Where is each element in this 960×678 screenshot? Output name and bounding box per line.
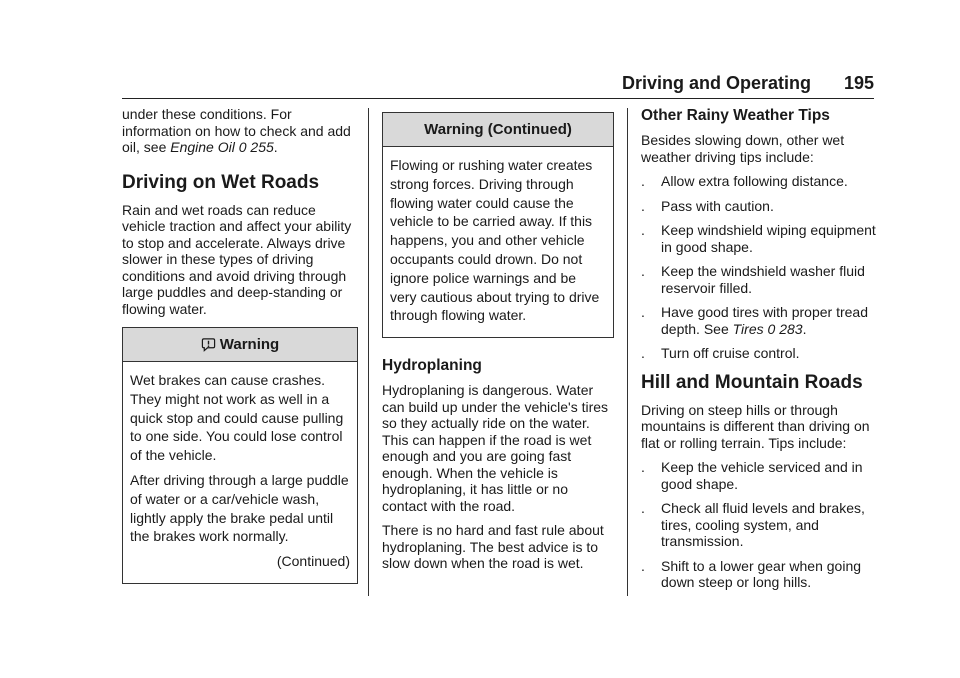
list-item <box>641 459 879 492</box>
list-item <box>641 500 879 550</box>
bullet-marker: . <box>641 263 645 279</box>
page-number: 195 <box>843 73 874 93</box>
list-item <box>641 222 879 255</box>
page-header <box>122 70 874 99</box>
column-divider <box>627 108 628 596</box>
heading-wet-roads: Driving on Wet Roads <box>122 171 320 193</box>
continued-label: (Continued) <box>276 553 350 570</box>
hill-tips-list <box>641 459 879 591</box>
heading-rainy-tips: Other Rainy Weather Tips <box>641 107 830 124</box>
column-middle <box>382 112 614 580</box>
bullet-marker: . <box>641 557 645 574</box>
list-item <box>641 558 879 591</box>
warning-text-1: Wet brakes can cause crashes. They might not work as well in a quick stop and could cause pulling to one side. You could lose control of the vehicle. <box>130 372 344 464</box>
list-item-text: Check all fluid levels and brakes, tires, cooling system, and transmission. <box>661 500 865 549</box>
list-item-text: Allow extra following distance. <box>661 173 848 189</box>
list-item: . Have good tires with proper tread depth. See Tires 0 283. <box>641 304 868 337</box>
column-right <box>641 106 879 599</box>
warning-text-2: After driving through a large puddle of water or a car/vehicle wash, lightly apply the brake pedal until the brakes work normally. <box>130 471 349 545</box>
intro-paragraph: under these conditions. For information on how to check and add oil, see Engine Oil 0 255. <box>122 106 351 155</box>
hydroplaning-paragraph-2: There is no hard and fast rule about hydroplaning. The best advice is to slow down when the road is wet. <box>382 522 604 572</box>
rainy-tips-intro: Besides slowing down, other wet weather driving tips include: <box>641 132 845 165</box>
list-item <box>641 173 879 190</box>
bullet-marker: . <box>641 500 645 516</box>
heading-hydroplaning: Hydroplaning <box>382 357 482 375</box>
wet-roads-paragraph: Rain and wet roads can reduce vehicle traction and affect your ability to stop and accelerate. Always drive slower in these types of driving conditions and avoid driving through large puddles and deep-standing or flowing water. <box>122 201 352 317</box>
hill-mountain-intro: Driving on steep hills or through mountains is different than driving on flat or rolling terrain. Tips include: <box>641 401 870 451</box>
bullet-marker: . <box>641 197 645 214</box>
warning-title: Warning <box>219 336 280 353</box>
heading-hill-mountain: Hill and Mountain Roads <box>641 371 863 393</box>
warning-header: Warning (Continued) <box>383 113 613 147</box>
list-item-text: Keep windshield wiping equipment in good shape. <box>661 222 876 255</box>
column-divider <box>368 108 369 596</box>
bullet-marker: . <box>641 304 645 320</box>
list-item <box>641 263 879 296</box>
xref-tires[interactable]: Tires 0 283 <box>732 320 803 337</box>
list-item <box>641 198 879 215</box>
warning-box-continued <box>382 112 614 338</box>
bullet-marker: . <box>641 345 645 361</box>
column-left <box>122 106 358 584</box>
warning-text: Flowing or rushing water creates strong forces. Driving through flowing water could cause the vehicle to be carried away. If this happens, you and other vehicle occupants could drown. Do not ignore police warnings and be very cautious about trying to drive through flowing water. <box>390 157 600 324</box>
bullet-marker: . <box>641 173 645 189</box>
section-title: Driving and Operating <box>621 73 811 93</box>
list-item-text: Keep the windshield washer fluid reservoir filled. <box>661 263 865 296</box>
list-item-text: Keep the vehicle serviced and in good shape. <box>661 459 863 492</box>
list-item-text: Shift to a lower gear when going down steep or long hills. <box>661 557 862 590</box>
xref-engine-oil[interactable]: Engine Oil 0 255 <box>170 139 274 155</box>
rainy-tips-list <box>641 173 879 296</box>
list-item: . Turn off cruise control. <box>641 345 800 361</box>
warning-header <box>123 328 357 362</box>
warning-speech-icon <box>201 337 216 352</box>
hydroplaning-paragraph-1: Hydroplaning is dangerous. Water can build up under the vehicle's tires so they actually ride on the water. This can happen if the road is wet enough and you are going fast enough. When the vehicle is hydroplaning, it has little or no contact with the road. <box>382 382 609 514</box>
list-item-text: Pass with caution. <box>661 197 774 214</box>
warning-box <box>122 327 358 584</box>
bullet-marker: . <box>641 222 645 238</box>
bullet-marker: . <box>641 459 645 475</box>
